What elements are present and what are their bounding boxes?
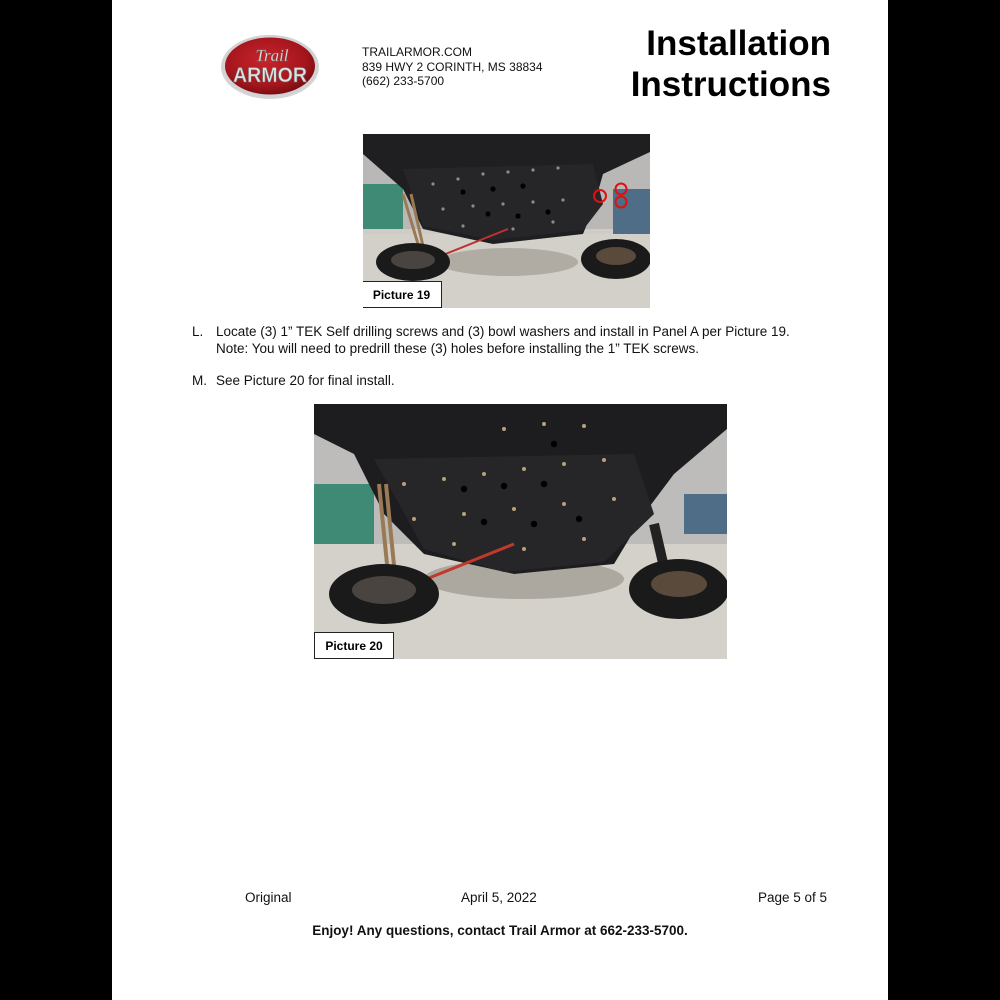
company-website: TRAILARMOR.COM (362, 45, 473, 59)
document-date: April 5, 2022 (461, 890, 537, 905)
picture-20-caption: Picture 20 (314, 632, 394, 659)
trail-armor-logo (220, 33, 320, 100)
page-title (631, 23, 831, 105)
picture-19-caption: Picture 19 (363, 281, 442, 308)
revision-label: Original (245, 890, 292, 905)
svg-text:Trail: Trail (255, 46, 289, 65)
document-page (112, 0, 888, 1000)
picture-20 (314, 404, 727, 659)
footer (245, 890, 827, 908)
step-note: Note: You will need to predrill these (3) holes before installing the 1” TEK screws. (216, 341, 700, 356)
step-m (192, 372, 832, 389)
instruction-steps (192, 323, 832, 404)
svg-text:ARMOR: ARMOR (233, 64, 307, 87)
title-line-2: Instructions (630, 65, 831, 104)
company-phone: (662) 233-5700 (362, 74, 445, 88)
company-contact (362, 45, 543, 89)
utv-final-install-photo (314, 404, 727, 659)
title-line-1: Installation (646, 24, 831, 63)
step-l (192, 323, 832, 357)
page-number: Page 5 of 5 (757, 890, 827, 905)
step-letter: L. (192, 324, 204, 339)
closing-note: Enjoy! Any questions, contact Trail Armor at 662-233-5700. (312, 923, 688, 938)
picture-19 (363, 134, 650, 308)
step-text: See Picture 20 for final install. (216, 373, 395, 388)
company-address: 839 HWY 2 CORINTH, MS 38834 (362, 59, 543, 74)
step-letter: M. (192, 373, 207, 388)
step-text: Locate (3) 1” TEK Self drilling screws and (3) bowl washers and install in Panel A per Picture 19. (216, 324, 790, 339)
